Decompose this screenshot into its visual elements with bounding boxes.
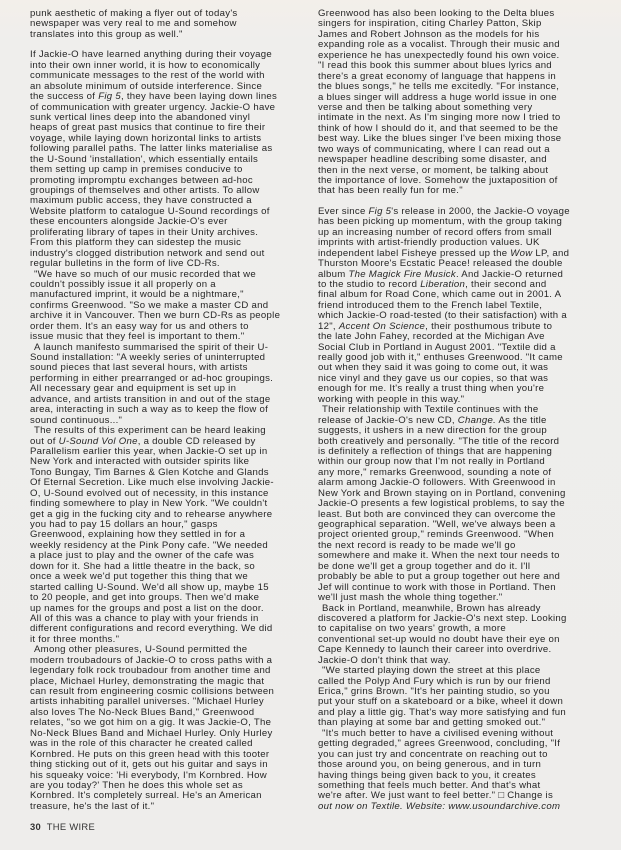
text-line: Back in Portland, meanwhile, Brown has already [322, 602, 541, 614]
text-line: 12", Accent On Science, their posthumous tribute to [318, 320, 553, 332]
text-line: Erica," grins Brown. "It's her painting studio, so you [318, 686, 550, 697]
text-line: best way. Like the blues singer I've been mixing those [318, 133, 562, 145]
text-line: From this platform they can sidestep the music [30, 237, 242, 249]
italic-title: Fig 5 [368, 205, 392, 217]
text-line: manufactured imprint, it would be a nightmare," [30, 289, 244, 301]
text-line: geographical separation. "Well, we've always been a [318, 519, 556, 530]
text-line: O, U-Sound evolved out of necessity, in this instance [30, 487, 269, 499]
text-line: which Jackie-O road-tested (to their satisfaction) with a [318, 310, 567, 322]
text-line: "We started playing down the street at this place [322, 665, 541, 677]
text-line: groupings of themselves and other artists. To allow [30, 185, 260, 196]
text-line: sunk vertical lines deep into the abandoned vinyl [30, 111, 251, 123]
text-line: the success of Fig 5, they have been laying down lines [30, 91, 278, 103]
text-line: archive it in Vancouver. Then we burn CD-Rs as people [30, 310, 281, 322]
text-line [318, 802, 596, 812]
italic-title: Change. [457, 414, 497, 426]
text-line: somewhere and make it. When the next tour needs to [318, 550, 560, 562]
text-line: to the studio to record Liberation, their second and [318, 278, 547, 290]
text-line: "We have so much of our music recorded that we [34, 268, 256, 280]
text-line: release of Jackie-O's new CD, Change. As the title [318, 414, 547, 426]
text-line: couldn't possibly issue it all properly on a [30, 278, 216, 290]
text-line: Social Club in Portland in August 2001. "Textile did a [318, 341, 556, 353]
text-line: are you today?' Then he does this whole set as [30, 779, 243, 791]
page-footer [30, 821, 95, 832]
text-line: Website platform to catalogue U-Sound recordings of [30, 205, 270, 217]
text-line: verse and then be talking about something very [318, 101, 533, 113]
text-line: communicate messages to the rest of the world with [30, 70, 265, 82]
text-line: different configurations and record everything. We did [30, 623, 273, 635]
text-line: nice vinyl and they gave us our copies, so that was [318, 372, 549, 384]
text-line: following parallel paths. The latter links materialise as [30, 143, 273, 155]
text-line: least. But both are convinced they can overcome the [318, 508, 556, 520]
text-line: probably be able to put a group together out here and [318, 571, 561, 583]
text-line: imprints with artist-friendly production values. UK [318, 237, 540, 249]
text-line: Jackie-O presents a few logistical problems, to say the [318, 498, 565, 510]
text-line: sound pieces that last several hours, with artists [30, 362, 248, 374]
text-line: two ways of communicating, where I can read out a [318, 143, 550, 155]
text-line: heaps of great past musics that continue to fire their [30, 122, 266, 134]
italic-title: The Magick Fire Musick [348, 268, 456, 280]
text-line: was in the role of this character he created called [30, 738, 253, 750]
text-line: Thurston Moore's Ecstatic Peace! released the double [318, 258, 563, 270]
text-line: promoting impromptu exchanges between ad-hoc [30, 174, 253, 186]
text-line: No-Neck Blues Band and Michael Hurley. Only Hurley [30, 727, 273, 739]
text-line: an absolute minimum of outside interference. Since [30, 80, 263, 92]
text-line: any more," remarks Greenwood, sounding a note of [318, 466, 552, 478]
text-line: conventional set-up would no doubt have their eye on [318, 633, 560, 645]
text-line: The results of this experiment can be heard leaking [34, 425, 266, 437]
text-line: Tono Bungay, Tim Barnes & Glen Kotche and Glands [30, 466, 269, 478]
text-line: has been picking up momentum, with the group taking [318, 216, 563, 228]
text-line: then in the next verse, or moment, be talking about [318, 164, 549, 176]
text-line: be done we'll get a group together and do it. I'll [318, 560, 531, 572]
text-line: modern troubadours of Jackie-O to cross paths with a [30, 654, 273, 666]
text-line: to 20 people, and get into groups. Then we'd make [30, 592, 260, 604]
text-line: legendary folk rock troubadour from another time and [30, 665, 271, 677]
text-line: working with people in this way." [318, 393, 465, 405]
text-line: newspaper was very real to me and somehow [30, 18, 237, 30]
text-line: that has been really fun for me." [318, 185, 463, 197]
text-line: advance, and artists transition in and out of the stage [30, 393, 271, 405]
article-paragraph [30, 426, 306, 645]
text-line: Greenwood has also been looking to the Delta blues [318, 8, 555, 19]
text-line: of communication with greater urgency. Jackie-O have [30, 101, 276, 113]
text-line: alarm among Jackie-O followers. With Greenwood in [318, 477, 556, 489]
italic-title: Liberation [420, 278, 466, 290]
text-line: really good job with it," enthuses Greenwood. "It came [318, 352, 563, 363]
article-paragraph [318, 9, 596, 197]
text-line: Sound installation: "A weekly series of uninterrupted [30, 352, 266, 363]
text-line: place, Michael Hurley, demonstrating the magic that [30, 675, 265, 687]
text-line: there's a great economy of language that happens in [318, 70, 556, 82]
text-line: Greenwood, explaining how they settled in for a [30, 529, 246, 541]
text-line: Cape Kennedy to launch their career into overdrive. [318, 644, 552, 656]
text-line: proliferating library of tapes in their Unity archives. [30, 226, 259, 238]
text-line: final album for Road Cone, which came out in 2001. A [318, 289, 562, 301]
text-line: James and Robert Johnson as the models for his [318, 28, 540, 40]
text-line: can result from engineering cosmic collisions between [30, 686, 275, 697]
text-line: the importance of love. Somehow the juxtaposition of [318, 175, 558, 186]
text-line: these encounters alongside Jackie-O's ever [30, 216, 228, 228]
article-paragraph [30, 9, 306, 40]
text-line: Kornbred. It's completely surreal. He's an American [30, 790, 262, 802]
text-line: down for it. She had a little theatre in the back, so [30, 560, 255, 572]
text-line: regular bulletins in the form of live CD-Rs. [30, 258, 220, 270]
text-line: All necessary gear and equipment is set up in [30, 383, 237, 395]
text-line: performing in either prearranged or ad-hoc groupings. [30, 372, 274, 384]
article-paragraph [318, 405, 596, 603]
text-line: out when they said it was going to come out, it was [318, 362, 549, 374]
text-line: issue music that they feel is important to them." [30, 331, 245, 343]
text-line: up names for the groups and post a list on the door. [30, 602, 264, 614]
article-column-left [30, 9, 306, 812]
text-line: thing sticking out of it, gets out his guitar and says in [30, 759, 268, 771]
text-line: Their relationship with Textile continues with the [322, 404, 539, 416]
text-line: treasure, he's the last of it." [30, 800, 155, 812]
text-line: industry's clogged distribution network and send out [30, 247, 265, 259]
text-line: out of U-Sound Vol One, a double CD released by [30, 435, 256, 447]
text-line: and play a little gig. That's way more satisfying and fun [318, 706, 566, 718]
italic-title: Accent On Science [338, 320, 426, 332]
text-line: those around you, on being generous, and in turn [318, 759, 542, 771]
text-line: artists inhabiting parallel universes. "Michael Hurley [30, 696, 264, 708]
italic-title: U-Sound Vol One [58, 435, 138, 447]
text-line: expanding role as a vocalist. Through their music and [318, 39, 560, 51]
text-line: weekly residency at the Pink Pony cafe. "We needed [30, 539, 269, 551]
text-line: All of this was a chance to play with your friends in [30, 612, 259, 624]
text-line: a place just to play and the owner of the cafe was [30, 550, 255, 562]
text-line: the late John Fahey, recorded at the Michigan Ave [318, 331, 545, 343]
page-number: 30 [30, 821, 42, 832]
text-line: the U-Sound 'installation', which essentially entails [30, 153, 259, 165]
article-paragraph [318, 604, 596, 667]
text-line: enough for me. It's really a trust thing when you're [318, 383, 545, 395]
text-line: his squeaky voice: 'Hi everybody, I'm Kornbred. How [30, 769, 267, 781]
text-line: the next record is ready to be made we'll go [318, 539, 516, 551]
text-line: called the Polyp And Fury which is run by our friend [318, 675, 551, 687]
text-line: to capitalise on two years' growth, a more [318, 623, 506, 635]
text-line: order them. It's an easy way for us and others to [30, 320, 249, 332]
text-line: get a gig in the fucking city and to rehearse anywhere [30, 508, 273, 520]
text-line: is definitely a reflection of things that are happening [318, 445, 553, 457]
text-line: intimate in the next. As I'm singing more now I tried to [318, 112, 561, 124]
text-line: something that feels much better. And that's what [318, 779, 541, 791]
italic-title: Fig 5 [98, 91, 121, 103]
text-line: started calling U-Sound. We'd all show up, maybe 15 [30, 581, 269, 593]
text-line: the blues songs," he tells me excitedly. "For instance, [318, 81, 560, 93]
text-line: Among other pleasures, U-Sound permitted the [34, 644, 248, 656]
text-line: If Jackie-O have learned anything during their voyage [30, 49, 273, 61]
text-line: within our group now that I'm not really in Portland [318, 456, 546, 468]
text-line: maximum public access, they have constructed a [30, 195, 252, 207]
text-line: think of how I should do it, and that seemed to be the [318, 122, 559, 134]
text-line: Of Eternal Secretion. Like much else involving Jackie- [30, 477, 274, 489]
article-paragraph [318, 729, 596, 813]
article-column-right [318, 9, 596, 812]
article-paragraph [318, 207, 596, 405]
text-line: suggests, it ushers in a new direction for the group [318, 425, 547, 437]
text-line: you can just try and concentrate on reaching out to [318, 748, 548, 760]
text-line: Ever since Fig 5's release in 2000, the Jackie-O voyage [318, 205, 570, 217]
article-paragraph [30, 645, 306, 812]
text-line: "I read this book this summer about blues lyrics and [318, 60, 552, 72]
article-paragraph [30, 50, 306, 269]
text-line: project oriented group," reminds Greenwood. "When [318, 529, 554, 541]
text-line: a blues singer will address a huge world issue in one [318, 91, 557, 103]
text-line: also loves The No-Neck Blues Band," Greenwood [30, 706, 255, 718]
text-line: sound continuous..." [30, 414, 123, 426]
text-line: Parallelism earlier this year, when Jackie-O set up in [30, 445, 268, 457]
text-line: experience he has unexpectedly found his own voice. [318, 49, 560, 61]
text-line: independent label Fisheye pressed up the Wow LP, and [318, 247, 570, 259]
text-line: translates into this group as well." [30, 28, 183, 40]
text-line: relates, "so we got him on a gig. It was Jackie-O, The [30, 717, 272, 729]
text-line: friend introduced them to the French label Textile, [318, 299, 543, 311]
article-paragraph [318, 666, 596, 729]
text-line: them setting up camp in premises conducive to [30, 164, 243, 176]
text-line: we'll just mash the whole thing together." [318, 592, 503, 604]
article-paragraph [30, 270, 306, 343]
italic-title: Wow [510, 247, 533, 259]
text-line: getting degraded," agrees Greenwood, concluding, "If [318, 738, 561, 750]
text-line: newspaper headline describing some disaster, and [318, 154, 547, 166]
text-line: finding somewhere to play in New York. "We couldn't [30, 498, 268, 510]
italic-title: out now on Textile. Website: www.usoundarchive.com [318, 800, 561, 812]
text-line: New York and interacted with outsider spirits like [30, 456, 250, 468]
text-line: Jackie-O don't think that way. [318, 654, 451, 666]
text-line: you had to pay 15 dollars an hour," gasps [30, 519, 218, 530]
text-line: singers for inspiration, citing Charley Patton, Skip [318, 18, 542, 30]
text-line: Jef will continue to work with those in Portland. Then [318, 581, 556, 593]
text-line: "It's much better to have a civilised evening without [322, 727, 554, 739]
text-line: discovered a platform for Jackie-O's next step. Looking [318, 612, 567, 624]
text-line: Kornbred. He puts on this green head with this tooter [30, 748, 270, 760]
text-line: it for three months." [30, 633, 120, 645]
text-line: into their own inner world, it is how to economically [30, 59, 261, 71]
text-line: album The Magick Fire Musick. And Jackie-O returned [318, 268, 564, 280]
magazine-name: THE WIRE [46, 821, 96, 832]
text-line: both creatively and personally. "The title of the record [318, 435, 560, 447]
text-line: A launch manifesto summarised the spirit of their U- [34, 341, 269, 353]
text-line: voyage, while laying down horizontal links to artists [30, 132, 262, 144]
text-line: once a week we'd put together this thing that we [30, 571, 248, 583]
text-line: confirms Greenwood. "So we make a master CD and [30, 299, 269, 311]
text-line: than playing at some bar and getting smoked out." [318, 717, 546, 729]
text-line: up an increasing number of record offers from small [318, 226, 552, 238]
text-line: we're after. We just want to feel better." □ Change is [318, 790, 554, 802]
text-line: area, interacting in such a way as to keep the flow of [30, 404, 269, 416]
text-line: having things being given back to you, it creates [318, 769, 536, 781]
text-line: put your stuff on a skateboard or a bike, wheel it down [318, 696, 564, 708]
article-paragraph [30, 343, 306, 427]
text-line: punk aesthetic of making a flyer out of today's [30, 8, 238, 19]
text-line: New York and Brown staying on in Portland, convening [318, 487, 566, 499]
